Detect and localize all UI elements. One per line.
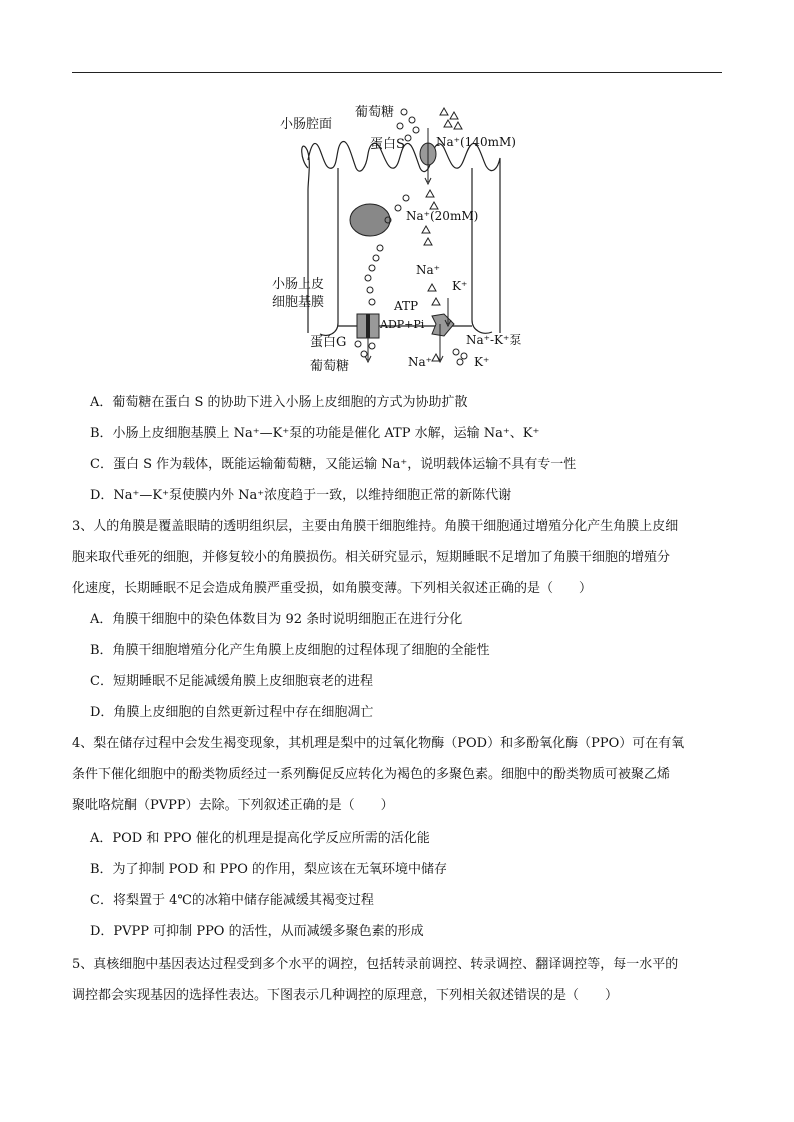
q4-option-c: C．将梨置于 4℃的冰箱中储存能减缓其褐变过程 — [90, 893, 374, 908]
label-pump: Na⁺-K⁺泵 — [466, 333, 522, 347]
q4-stem-line-1: 4、梨在储存过程中会发生褐变现象，其机理是梨中的过氧化物酶（POD）和多酚氧化酶（PPO）可在有氧 — [72, 736, 685, 751]
label-protein-g: 蛋白G — [310, 335, 347, 350]
q3-stem-line-2: 胞来取代垂死的细胞，并修复较小的角膜损伤。相关研究显示，短期睡眠不足增加了角膜干细胞的增殖分 — [72, 550, 671, 565]
label-basal-1: 小肠上皮 — [272, 277, 325, 292]
q3-stem-line-3: 化速度，长期睡眠不足会造成角膜严重受损，如角膜变薄。下列相关叙述正确的是（ ） — [72, 581, 593, 596]
q4-option-a: A．POD 和 PPO 催化的机理是提高化学反应所需的活化能 — [90, 831, 430, 846]
label-glucose-top: 葡萄糖 — [355, 105, 395, 120]
intestinal-cell-diagram — [260, 98, 560, 380]
label-k-in: K⁺ — [452, 279, 468, 293]
q3-option-a: A．角膜干细胞中的染色体数目为 92 条时说明细胞正在进行分化 — [90, 612, 463, 627]
q4-option-b: B．为了抑制 POD 和 PPO 的作用，梨应该在无氧环境中储存 — [90, 862, 448, 877]
label-k-bottom: K⁺ — [474, 355, 490, 369]
label-na-out: Na⁺(140mM) — [436, 135, 516, 149]
label-na-in: Na⁺(20mM) — [406, 209, 479, 223]
label-na-bottom: Na⁺ — [408, 355, 432, 369]
cell-right-wall — [472, 168, 492, 333]
label-na-mid: Na⁺ — [416, 263, 440, 277]
nucleus — [350, 204, 390, 236]
diagram-svg — [260, 98, 560, 380]
label-lumen: 小肠腔面 — [280, 117, 333, 132]
q3-option-b: B．角膜干细胞增殖分化产生角膜上皮细胞的过程体现了细胞的全能性 — [90, 643, 490, 658]
q3-option-c: C．短期睡眠不足能减缓角膜上皮细胞衰老的进程 — [90, 674, 373, 689]
cell-left-wall — [320, 168, 338, 335]
q3-stem-line-1: 3、人的角膜是覆盖眼睛的透明组织层，主要由角膜干细胞维持。角膜干细胞通过增殖分化产生角膜上皮细 — [72, 519, 679, 534]
q2-option-a: A．葡萄糖在蛋白 S 的协助下进入小肠上皮细胞的方式为协助扩散 — [90, 395, 468, 410]
label-basal-2: 细胞基膜 — [272, 295, 325, 310]
q4-stem-line-3: 聚吡咯烷酮（PVPP）去除。下列叙述正确的是（ ） — [72, 798, 394, 813]
label-glucose-bottom: 葡萄糖 — [310, 359, 350, 374]
q4-option-d: D．PVPP 可抑制 PPO 的活性，从而减缓多聚色素的形成 — [90, 924, 424, 939]
q3-option-d: D．角膜上皮细胞的自然更新过程中存在细胞凋亡 — [90, 705, 374, 720]
label-adp: ADP+Pi — [380, 318, 425, 331]
q4-stem-line-2: 条件下催化细胞中的酚类物质经过一系列酶促反应转化为褐色的多聚色素。细胞中的酚类物质可被聚乙烯 — [72, 767, 671, 782]
na-k-pump — [432, 314, 454, 336]
label-protein-s: 蛋白S — [370, 137, 405, 152]
q5-stem-line-1: 5、真核细胞中基因表达过程受到多个水平的调控，包括转录前调控、转录调控、翻译调控等，每一水平的 — [72, 957, 679, 972]
q2-option-b: B．小肠上皮细胞基膜上 Na⁺—K⁺泵的功能是催化 ATP 水解，运输 Na⁺、K⁺ — [90, 426, 540, 441]
q2-option-c: C．蛋白 S 作为载体，既能运输葡萄糖，又能运输 Na⁺，说明载体运输不具有专一性 — [90, 457, 577, 472]
q5-stem-line-2: 调控都会实现基因的选择性表达。下图表示几种调控的原理意，下列相关叙述错误的是（ ） — [72, 988, 619, 1003]
label-atp: ATP — [394, 299, 419, 313]
q2-option-d: D．Na⁺—K⁺泵使膜内外 Na⁺浓度趋于一致，以维持细胞正常的新陈代谢 — [90, 488, 512, 503]
header-rule — [72, 72, 722, 73]
